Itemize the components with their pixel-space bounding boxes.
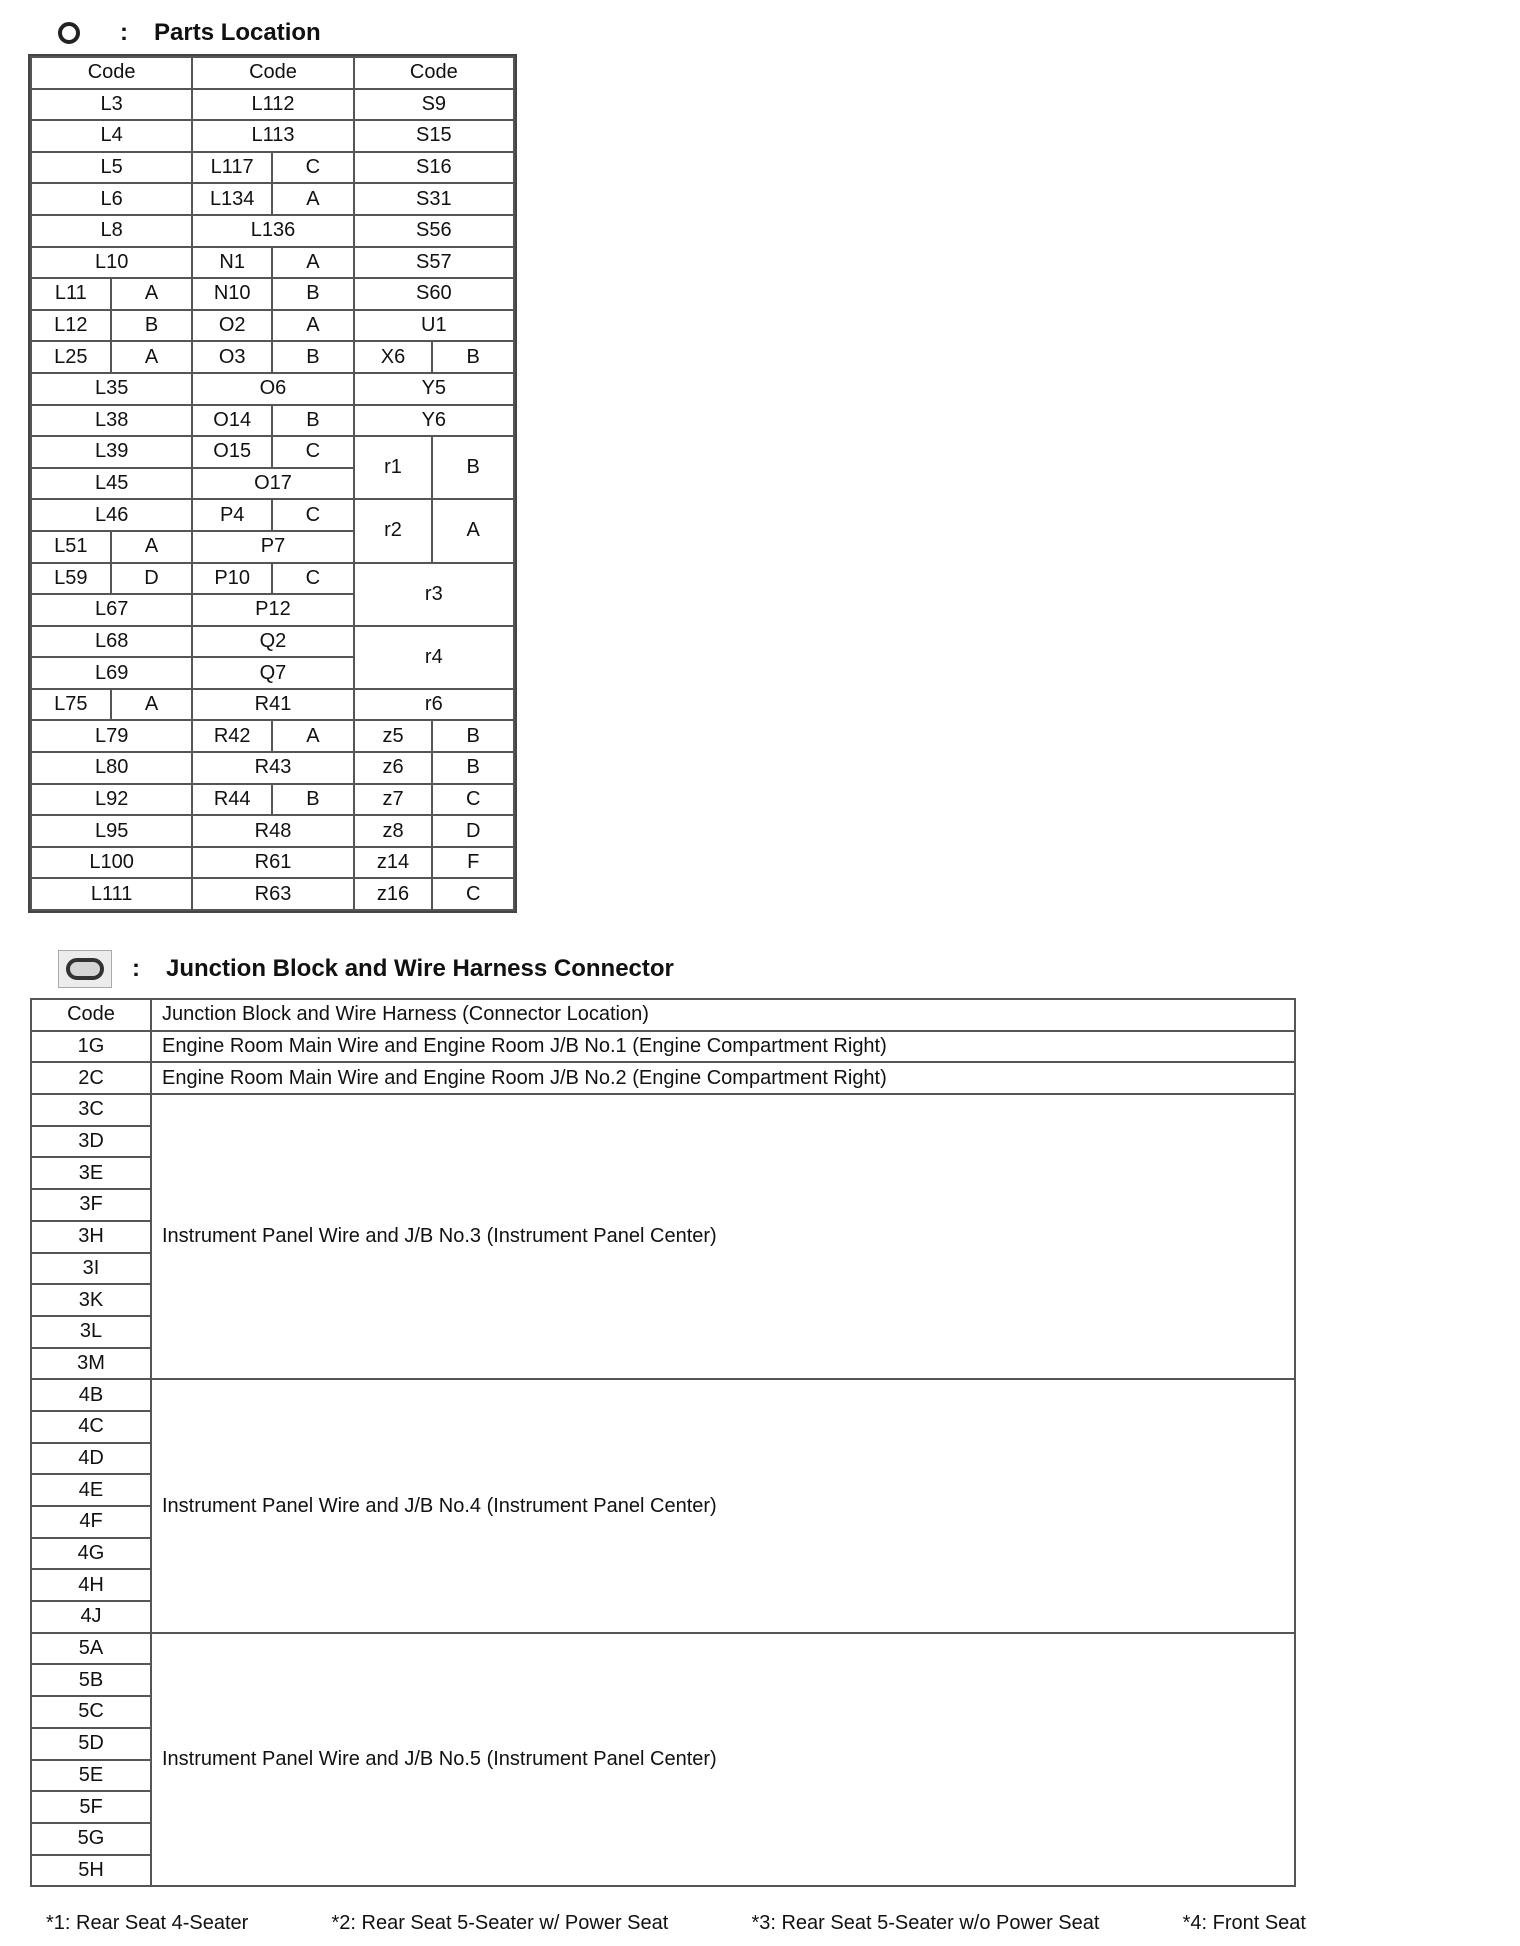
parts-row [31,373,514,405]
part-code: r4 [354,626,514,689]
part-location-letter: B [272,278,354,310]
junction-header-code: Code [31,999,151,1031]
junction-block-heading [58,949,674,989]
part-code: O6 [192,373,353,405]
part-location-letter: C [272,436,354,468]
part-code: L3 [31,89,192,121]
parts-location-colon: : [120,19,128,46]
part-code: L10 [31,247,192,279]
part-code: L111 [31,878,192,910]
part-code: L38 [31,405,192,437]
part-code: P10 [192,563,272,595]
junction-code: 4D [31,1443,151,1475]
part-location-letter: C [272,152,354,184]
junction-code: 3D [31,1126,151,1158]
junction-code: 4H [31,1569,151,1601]
part-code: L68 [31,626,192,658]
part-code: O15 [192,436,272,468]
part-code: S31 [354,183,514,215]
junction-row [31,1379,1295,1411]
part-code: L100 [31,847,192,879]
junction-description: Instrument Panel Wire and J/B No.3 (Instrument Panel Center) [151,1094,1295,1379]
junction-description: Engine Room Main Wire and Engine Room J/B No.2 (Engine Compartment Right) [151,1062,1295,1094]
part-code: S16 [354,152,514,184]
part-location-letter: C [272,499,354,531]
part-code: P7 [192,531,353,563]
junction-code: 3F [31,1189,151,1221]
part-code: S60 [354,278,514,310]
part-code: L35 [31,373,192,405]
part-location-letter: A [272,720,354,752]
part-code: L113 [192,120,353,152]
junction-code: 5C [31,1696,151,1728]
parts-row [31,89,514,121]
parts-row [31,815,514,847]
footnotes [46,1912,1306,1935]
part-location-letter: A [432,499,514,562]
parts-row [31,183,514,215]
junction-code: 3C [31,1094,151,1126]
part-code: L67 [31,594,192,626]
part-location-letter: B [432,752,514,784]
part-code: L69 [31,657,192,689]
part-code: L80 [31,752,192,784]
junction-code: 5G [31,1823,151,1855]
part-location-letter: A [111,341,193,373]
junction-row [31,1031,1295,1063]
part-code: L11 [31,278,111,310]
part-code: Y5 [354,373,514,405]
part-code: r3 [354,563,514,626]
parts-row [31,689,514,721]
parts-row [31,784,514,816]
part-code: O17 [192,468,353,500]
part-code: z6 [354,752,433,784]
part-code: L6 [31,183,192,215]
part-code: Q2 [192,626,353,658]
junction-code: 3L [31,1316,151,1348]
part-location-letter: A [272,247,354,279]
junction-code: 3K [31,1284,151,1316]
part-code: L134 [192,183,272,215]
parts-location-title: Parts Location [154,19,321,46]
parts-row [31,720,514,752]
part-location-letter: C [432,878,514,910]
part-location-letter: A [111,278,193,310]
part-code: Q7 [192,657,353,689]
part-location-letter: B [432,341,514,373]
part-location-letter: D [432,815,514,847]
parts-header-code-1: Code [31,57,192,89]
parts-row [31,847,514,879]
part-location-letter: B [272,341,354,373]
parts-row [31,341,514,373]
parts-header-code-3: Code [354,57,514,89]
part-code: L4 [31,120,192,152]
part-code: S9 [354,89,514,121]
part-code: L46 [31,499,192,531]
part-code: S56 [354,215,514,247]
parts-row [31,436,514,468]
part-location-letter: A [111,689,193,721]
parts-row [31,405,514,437]
part-code: L136 [192,215,353,247]
junction-code: 1G [31,1031,151,1063]
part-code: R42 [192,720,272,752]
part-code: L39 [31,436,192,468]
part-location-letter: B [432,720,514,752]
junction-code: 4J [31,1601,151,1633]
junction-code: 3I [31,1253,151,1285]
parts-row [31,310,514,342]
junction-header-row [31,999,1295,1031]
parts-header-code-2: Code [192,57,353,89]
part-location-letter: F [432,847,514,879]
parts-row [31,878,514,910]
part-code: z7 [354,784,433,816]
junction-code: 4B [31,1379,151,1411]
parts-row [31,626,514,658]
part-code: r2 [354,499,433,562]
parts-header-row [31,57,514,89]
junction-code: 5H [31,1855,151,1887]
part-code: P4 [192,499,272,531]
junction-code: 3M [31,1348,151,1380]
part-location-letter: C [432,784,514,816]
part-code: L25 [31,341,111,373]
junction-code: 5F [31,1791,151,1823]
parts-location-table [30,56,515,911]
parts-row [31,563,514,595]
part-code: L75 [31,689,111,721]
junction-code: 4C [31,1411,151,1443]
part-code: N1 [192,247,272,279]
junction-code: 4F [31,1506,151,1538]
part-code: Y6 [354,405,514,437]
part-code: r1 [354,436,433,499]
part-code: N10 [192,278,272,310]
part-code: R43 [192,752,353,784]
footnote-3: *3: Rear Seat 5-Seater w/o Power Seat [751,1912,1100,1934]
part-code: L79 [31,720,192,752]
part-code: L45 [31,468,192,500]
part-code: R44 [192,784,272,816]
parts-location-heading [58,13,321,53]
junction-header-desc: Junction Block and Wire Harness (Connector Location) [151,999,1295,1031]
part-location-letter: D [111,563,193,595]
part-code: O2 [192,310,272,342]
part-code: P12 [192,594,353,626]
part-code: R48 [192,815,353,847]
parts-location-symbol-icon [58,22,80,44]
parts-row [31,152,514,184]
part-code: O14 [192,405,272,437]
footnote-4: *4: Front Seat [1182,1912,1306,1934]
part-code: r6 [354,689,514,721]
part-code: z8 [354,815,433,847]
junction-code: 3E [31,1157,151,1189]
part-code: L112 [192,89,353,121]
part-code: X6 [354,341,433,373]
junction-block-title: Junction Block and Wire Harness Connector [166,955,674,982]
junction-code: 5E [31,1760,151,1792]
parts-row [31,215,514,247]
junction-code: 2C [31,1062,151,1094]
junction-code: 5B [31,1664,151,1696]
part-code: z16 [354,878,433,910]
part-code: z5 [354,720,433,752]
part-code: S15 [354,120,514,152]
junction-description: Instrument Panel Wire and J/B No.4 (Instrument Panel Center) [151,1379,1295,1633]
part-location-letter: B [272,405,354,437]
junction-code: 5A [31,1633,151,1665]
parts-row [31,752,514,784]
part-location-letter: B [111,310,193,342]
part-code: L8 [31,215,192,247]
part-code: L92 [31,784,192,816]
junction-description: Instrument Panel Wire and J/B No.5 (Instrument Panel Center) [151,1633,1295,1887]
part-code: L117 [192,152,272,184]
part-code: R41 [192,689,353,721]
part-location-letter: A [272,310,354,342]
parts-row [31,499,514,531]
footnote-1: *1: Rear Seat 4-Seater [46,1912,249,1934]
part-code: O3 [192,341,272,373]
parts-row [31,120,514,152]
junction-row [31,1633,1295,1665]
junction-row [31,1062,1295,1094]
part-location-letter: A [272,183,354,215]
part-code: S57 [354,247,514,279]
junction-row [31,1094,1295,1126]
parts-row [31,247,514,279]
junction-code: 5D [31,1728,151,1760]
parts-row [31,278,514,310]
part-location-letter: B [432,436,514,499]
junction-description: Engine Room Main Wire and Engine Room J/B No.1 (Engine Compartment Right) [151,1031,1295,1063]
part-code: L59 [31,563,111,595]
part-code: L12 [31,310,111,342]
part-code: U1 [354,310,514,342]
part-code: z14 [354,847,433,879]
part-location-letter: C [272,563,354,595]
footnote-2: *2: Rear Seat 5-Seater w/ Power Seat [331,1912,669,1934]
junction-block-table [30,998,1296,1887]
part-code: R61 [192,847,353,879]
junction-code: 4G [31,1538,151,1570]
part-code: L5 [31,152,192,184]
part-code: R63 [192,878,353,910]
part-location-letter: A [111,531,193,563]
part-location-letter: B [272,784,354,816]
junction-block-colon: : [132,955,140,982]
junction-code: 3H [31,1221,151,1253]
part-code: L95 [31,815,192,847]
junction-code: 4E [31,1474,151,1506]
junction-block-symbol-icon [58,950,112,988]
part-code: L51 [31,531,111,563]
